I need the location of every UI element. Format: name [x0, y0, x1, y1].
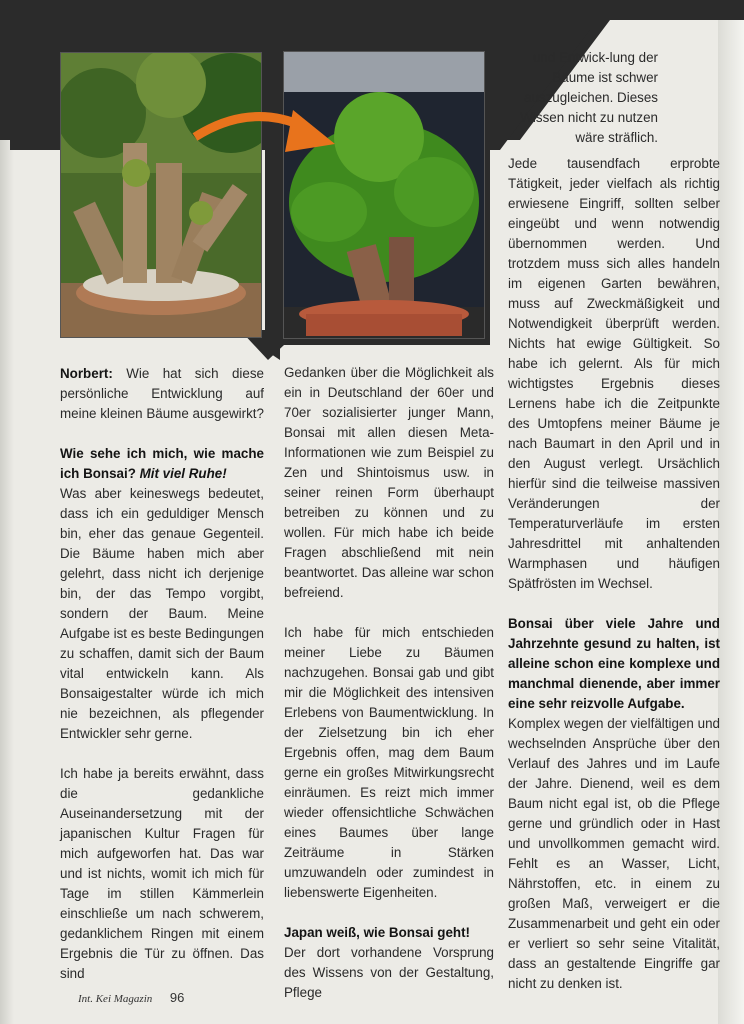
column-3	[508, 154, 720, 1014]
paragraph: Was aber keineswegs bedeutet, dass ich ein geduldiger Mensch bin, eher das genaue Gegenteil. Die Bäume haben mich aber gelehrt, dass nicht ich derjenige bin, der das Tempo vorgibt, sondern der Baum. Meine Aufgabe ist es beste Bedingungen zu schaffen, damit sich der Baum vital entwickeln kann. Als Bonsaigestalter würde ich mich nie bezeichnen, als pflegender Entwickler sehr gerne.	[60, 486, 264, 741]
page-footer	[78, 990, 184, 1005]
paragraph: Gedanken über die Möglichkeit als ein in Deutschland der 60er und 70er sozialisierter junger Mann, Bonsai mit allen diesen Meta-Informationen wie zum Beispiel zu Zen und Shintoismus usw. in seiner reinen Form überhaupt betreiben zu können und zu wollen. Für mich habe ich beide Fragen abschließend mit nein beantwortet. Das alleine war schon befreiend.	[284, 365, 494, 600]
section-heading-ruhe	[60, 444, 264, 484]
column-2	[284, 363, 494, 1023]
heading-italic: Mit viel Ruhe!	[135, 466, 227, 481]
section-heading-japan: Japan weiß, wie Bonsai geht!	[284, 925, 471, 940]
paragraph: Ich habe für mich entschieden meiner Liebe zu Bäumen nachzugehen. Bonsai gab und gibt mir die Möglichkeit des intensiven Erlebens von Baumentwicklung. In der Zielsetzung bin ich eher Ergebnis offen, mag dem Baum gerne ein großes Mitwirkungsrecht einräumen. Es reizt mich immer wieder offensichtliche Schwächen eines Baumes über lange Zeiträume in Stärken umzuwandeln oder zumindest in liebenswerte Eigenheiten.	[284, 625, 494, 900]
question-text: Wie hat sich diese persönliche Entwicklung auf meine kleinen Bäume ausgewirkt?	[60, 366, 264, 421]
paragraph: Jede tausendfach erprobte Tätigkeit, jeder vielfach als richtig erwiesene Eingriff, sollten selber eingeübt und wenn notwendig übernommen werden. Und trotzdem muss sich alles handeln im eigenen Garten bewähren, muss auf Zweckmäßigkeit und Notwendigkeit überprüft werden. Nichts hat ewige Gültigkeit. So habe ich gelernt. Als für mich wichtigstes Ergebnis dieses Lernens habe ich die Zeitpunkte des Umtopfens meiner Bäume je nach Baumart in den April und in den August verlegt. Ursächlich hierfür sind die teilweise massiven Veränderungen der Temperaturverläufe im ersten Jahresdrittel mit anhaltenden Warmphasen und häufigen Spätfrösten im Wechsel.	[508, 156, 720, 591]
arrow-icon	[190, 92, 340, 172]
heading-main: Wie sehe ich mich, wie mache ich Bonsai?	[60, 446, 264, 481]
paragraph: Ich habe ja bereits erwähnt, dass die gedankliche Auseinandersetzung mit der japanischen Kultur Fragen für mich aufgeworfen hat. Das war und ist nichts, womit ich mich für Tage im stillen Kämmerlein einschließe um nach schwerem, gedanklichem Ringen mit einem Ergebnis die Tür zu öffnen. Das sind	[60, 766, 264, 981]
speaker-name: Norbert:	[60, 366, 113, 381]
highlight-paragraph: Bonsai über viele Jahre und Jahrzehnte gesund zu halten, ist alleine schon eine komplexe und manchmal dienende, aber immer eine sehr reizvolle Aufgabe.	[508, 616, 720, 711]
magazine-name: Int. Kei Magazin	[78, 993, 153, 1005]
column3-intro: und Entwick-lung der Bäume ist schwer auszugleichen. Dieses Wissen nicht zu nutzen wäre sträflich.	[520, 50, 658, 145]
paragraph: Der dort vorhandene Vorsprung des Wissens von der Gestaltung, Pflege	[284, 945, 494, 1000]
paragraph: Komplex wegen der vielfältigen und wechselnden Ansprüche über den Verlauf des Jahres und im Laufe der Jahre. Dienend, weil es dem Baum nicht egal ist, ob die Pflege gerne und gründlich oder in Hast und unvollkommen gemacht wird. Fehlt es an Wasser, Licht, Nährstoffen, etc. in einem zu großen Maß, verweigert er die Zusammenarbeit und geht ein oder er verliert so sehr seine Vitalität, dass an gestaltende Eingriffe gar nicht zu denken ist.	[508, 716, 720, 991]
page-number: 96	[169, 990, 185, 1005]
column-1	[60, 364, 264, 1004]
interview-question	[60, 364, 264, 424]
